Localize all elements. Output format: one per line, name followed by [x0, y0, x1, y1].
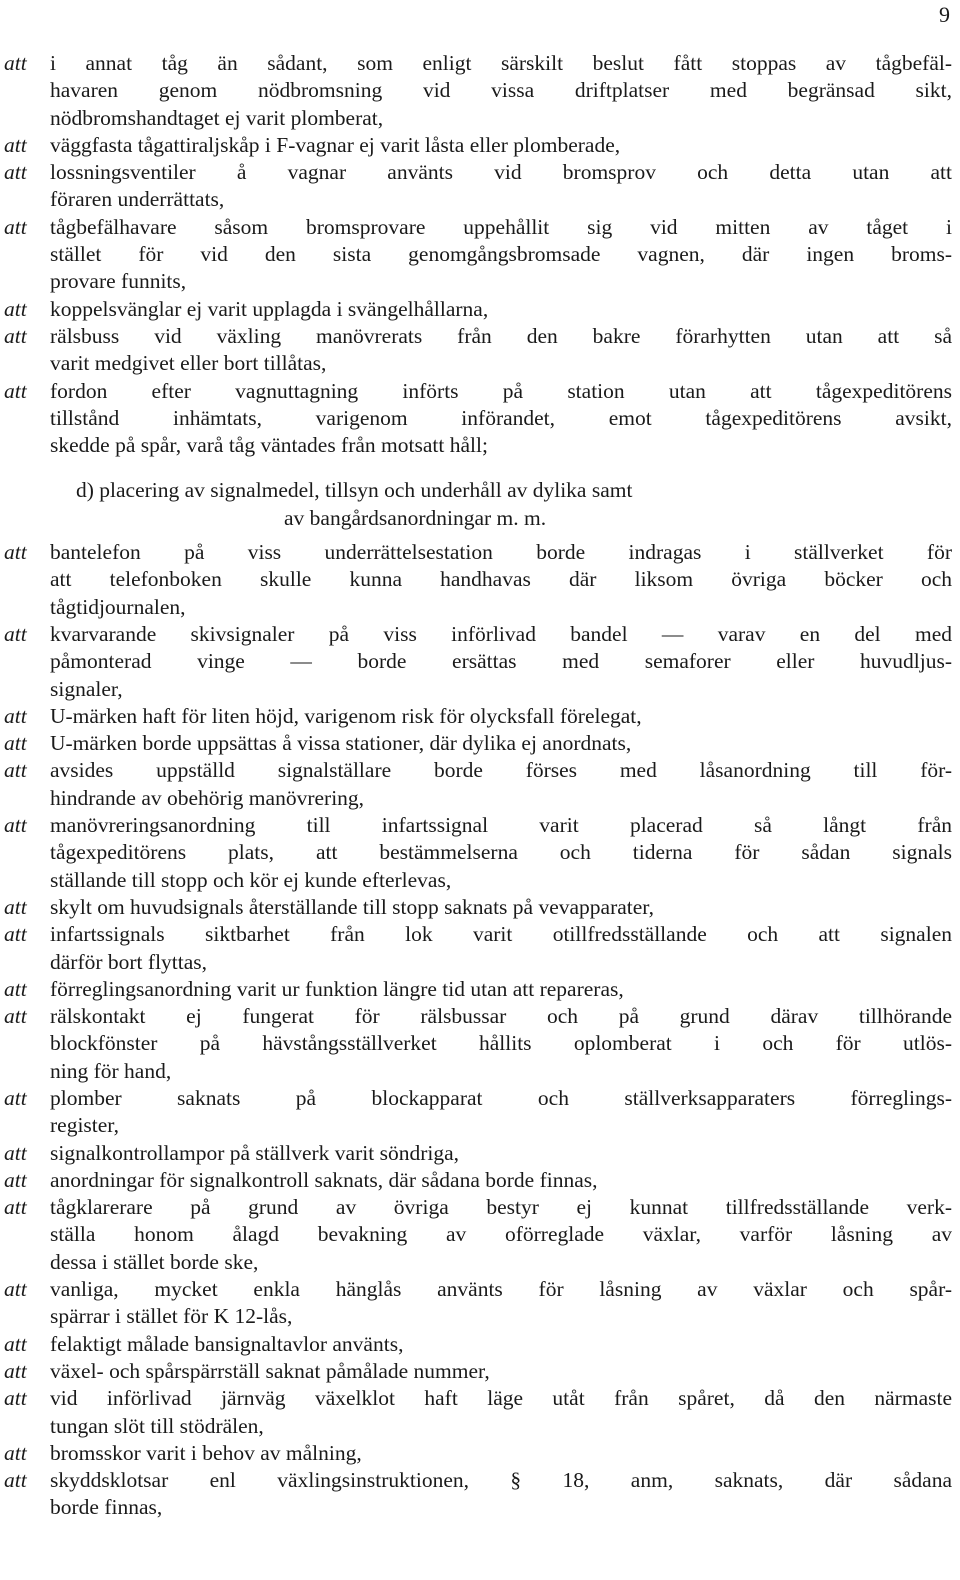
item-text-line: tillstånd inhämtats, varigenom införandet, emot tågexpeditörens avsikt,	[50, 405, 952, 430]
item-text-line: dessa i stället borde ske,	[50, 1249, 259, 1274]
item-text-line: signaler,	[50, 676, 123, 701]
list-item	[0, 1140, 960, 1167]
item-text-line: skylt om huvudsignals återställande till stopp saknats på vevapparater,	[50, 894, 654, 919]
item-text-line: anordningar för signalkontroll saknats, där sådana borde finnas,	[50, 1167, 598, 1192]
item-text-line: spärrar i stället för K 12-lås,	[50, 1304, 293, 1329]
section-heading	[0, 477, 960, 532]
list-item	[0, 976, 960, 1003]
item-text-line: lossningsventiler å vagnar använts vid bromsprov och detta utan att	[50, 160, 952, 185]
item-marker: att	[4, 894, 27, 919]
list-item	[0, 1167, 960, 1194]
item-marker: att	[4, 813, 27, 838]
item-marker: att	[4, 1195, 27, 1220]
list-item	[0, 730, 960, 757]
item-text-line: föraren underrättats,	[50, 187, 225, 212]
item-marker: att	[4, 976, 27, 1001]
item-marker: att	[4, 160, 27, 185]
list-item	[0, 921, 960, 976]
item-text-line: tågexpeditörens plats, att bestämmelserna och tiderna för sådan signals	[50, 840, 952, 865]
item-marker: att	[4, 1440, 27, 1465]
item-text-line: vid införlivad järnväg växelklot haft läge utåt från spåret, då den närmaste	[50, 1386, 952, 1411]
item-text-line: infartssignals siktbarhet från lok varit otillfredsställande och att signalen	[50, 922, 952, 947]
item-text-line: register,	[50, 1113, 119, 1138]
item-marker: att	[4, 1331, 27, 1356]
list-item	[0, 812, 960, 894]
item-marker: att	[4, 214, 27, 239]
item-text-line: väggfasta tågattiraljskåp i F-vagnar ej varit låsta eller plomberade,	[50, 132, 621, 157]
item-marker: att	[4, 132, 27, 157]
list-item	[0, 296, 960, 323]
list-item	[0, 703, 960, 730]
item-marker: att	[4, 1468, 27, 1493]
item-text-line: manövreringsanordning till infartssignal varit placerad så långt från	[50, 813, 952, 838]
list-item	[0, 1194, 960, 1276]
item-text-line: blockfönster på hävstångsställverket hållits oplomberat i och för utlös-	[50, 1031, 952, 1056]
list-item	[0, 50, 960, 132]
item-text-line: tågbefälhavare såsom bromsprovare uppehållit sig vid mitten av tåget i	[50, 214, 952, 239]
item-marker: att	[4, 758, 27, 783]
item-marker: att	[4, 703, 27, 728]
item-text-line: rälskontakt ej fungerat för rälsbussar och på grund därav tillhörande	[50, 1004, 952, 1029]
item-text-line: U-märken haft för liten höjd, varigenom risk för olycksfall förelegat,	[50, 703, 642, 728]
item-text-line: varit medgivet eller bort tillåtas,	[50, 351, 327, 376]
list-item	[0, 159, 960, 214]
list-item	[0, 621, 960, 703]
list-item	[0, 1440, 960, 1467]
item-text-line: koppelsvänglar ej varit upplagda i svängelhållarna,	[50, 296, 489, 321]
document-body	[0, 50, 960, 1522]
item-text-line: hindrande av obehörig manövrering,	[50, 785, 365, 810]
item-text-line: i annat tåg än sådant, som enligt särskilt beslut fått stoppas av tågbefäl-	[50, 51, 952, 75]
list-item	[0, 323, 960, 378]
list-item	[0, 1085, 960, 1140]
item-text-line: nödbromshandtaget ej varit plomberat,	[50, 105, 384, 130]
list-item	[0, 214, 960, 296]
list-item	[0, 757, 960, 812]
list-item	[0, 1276, 960, 1331]
item-text-line: bromsskor varit i behov av målning,	[50, 1440, 362, 1465]
item-marker: att	[4, 1167, 27, 1192]
item-marker: att	[4, 296, 27, 321]
item-text-line: tågklarerare på grund av övriga bestyr ej kunnat tillfredsställande verk-	[50, 1195, 952, 1220]
item-marker: att	[4, 922, 27, 947]
item-marker: att	[4, 1358, 27, 1383]
item-text-line: kvarvarande skivsignaler på viss införlivad bandel — varav en del med	[50, 621, 952, 646]
list-item	[0, 539, 960, 621]
item-text-line: bantelefon på viss underrättelsestation borde indragas i ställverket för	[50, 540, 952, 565]
page-number: 9	[939, 2, 950, 27]
item-text-line: tungan slöt till stödrälen,	[50, 1413, 264, 1438]
list-item	[0, 1358, 960, 1385]
list-item	[0, 1331, 960, 1358]
item-text-line: skedde på spår, varå tåg väntades från motsatt håll;	[50, 433, 488, 458]
item-text-line: avsides uppställd signalställare borde förses med låsanordning till för-	[50, 758, 952, 783]
item-text-line: havaren genom nödbromsning vid vissa driftplatser med begränsad sikt,	[50, 78, 952, 103]
item-marker: att	[4, 378, 27, 403]
item-text-line: ställa honom ålagd bevakning av oförreglade växlar, varför låsning av	[50, 1222, 952, 1247]
item-text-line: provare funnits,	[50, 269, 187, 294]
item-marker: att	[4, 731, 27, 756]
item-text-line: rälsbuss vid växling manövrerats från den bakre förarhytten utan att så	[50, 323, 952, 348]
item-text-line: förreglingsanordning varit ur funktion längre tid utan att repareras,	[50, 976, 624, 1001]
list-item	[0, 132, 960, 159]
item-marker: att	[4, 1004, 27, 1029]
item-marker: att	[4, 1277, 27, 1302]
item-marker: att	[4, 323, 27, 348]
item-marker: att	[4, 1085, 27, 1110]
item-marker: att	[4, 1140, 27, 1165]
item-text-line: signalkontrollampor på ställverk varit söndriga,	[50, 1140, 460, 1165]
item-marker: att	[4, 1386, 27, 1411]
heading-line: av bangårdsanordningar m. m.	[284, 505, 547, 530]
item-text-line: tågtidjournalen,	[50, 594, 186, 619]
item-text-line: borde finnas,	[50, 1495, 163, 1520]
item-text-line: skyddsklotsar enl växlingsinstruktionen, § 18, anm, saknats, där sådana	[50, 1468, 952, 1493]
item-text-line: påmonterad vinge — borde ersättas med semaforer eller huvudljus-	[50, 649, 952, 674]
item-text-line: växel- och spårspärrställ saknat påmålade nummer,	[50, 1358, 490, 1383]
item-text-line: fordon efter vagnuttagning införts på station utan att tågexpeditörens	[50, 378, 952, 403]
list-item	[0, 1003, 960, 1085]
list-item	[0, 1385, 960, 1440]
item-marker: att	[4, 540, 27, 565]
list-item	[0, 894, 960, 921]
item-text-line: ställande till stopp och kör ej kunde efterlevas,	[50, 867, 452, 892]
item-text-line: felaktigt målade bansignaltavlor använts,	[50, 1331, 404, 1356]
item-text-line: vanliga, mycket enkla hänglås använts för låsning av växlar och spår-	[50, 1277, 952, 1302]
item-text-line: därför bort flyttas,	[50, 949, 208, 974]
item-marker: att	[4, 621, 27, 646]
item-marker: att	[4, 51, 27, 75]
item-text-line: plomber saknats på blockapparat och ställverksapparaters förreglings-	[50, 1085, 952, 1110]
item-text-line: stället för vid den sista genomgångsbromsade vagnen, där ingen broms-	[50, 242, 952, 267]
item-text-line: U-märken borde uppsättas å vissa stationer, där dylika ej anordnats,	[50, 731, 632, 756]
list-item	[0, 378, 960, 460]
item-text-line: att telefonboken skulle kunna handhavas där liksom övriga böcker och	[50, 567, 952, 592]
item-text-line: ning för hand,	[50, 1058, 172, 1083]
heading-line: d) placering av signalmedel, tillsyn och underhåll av dylika samt	[76, 478, 633, 503]
list-item	[0, 1467, 960, 1522]
